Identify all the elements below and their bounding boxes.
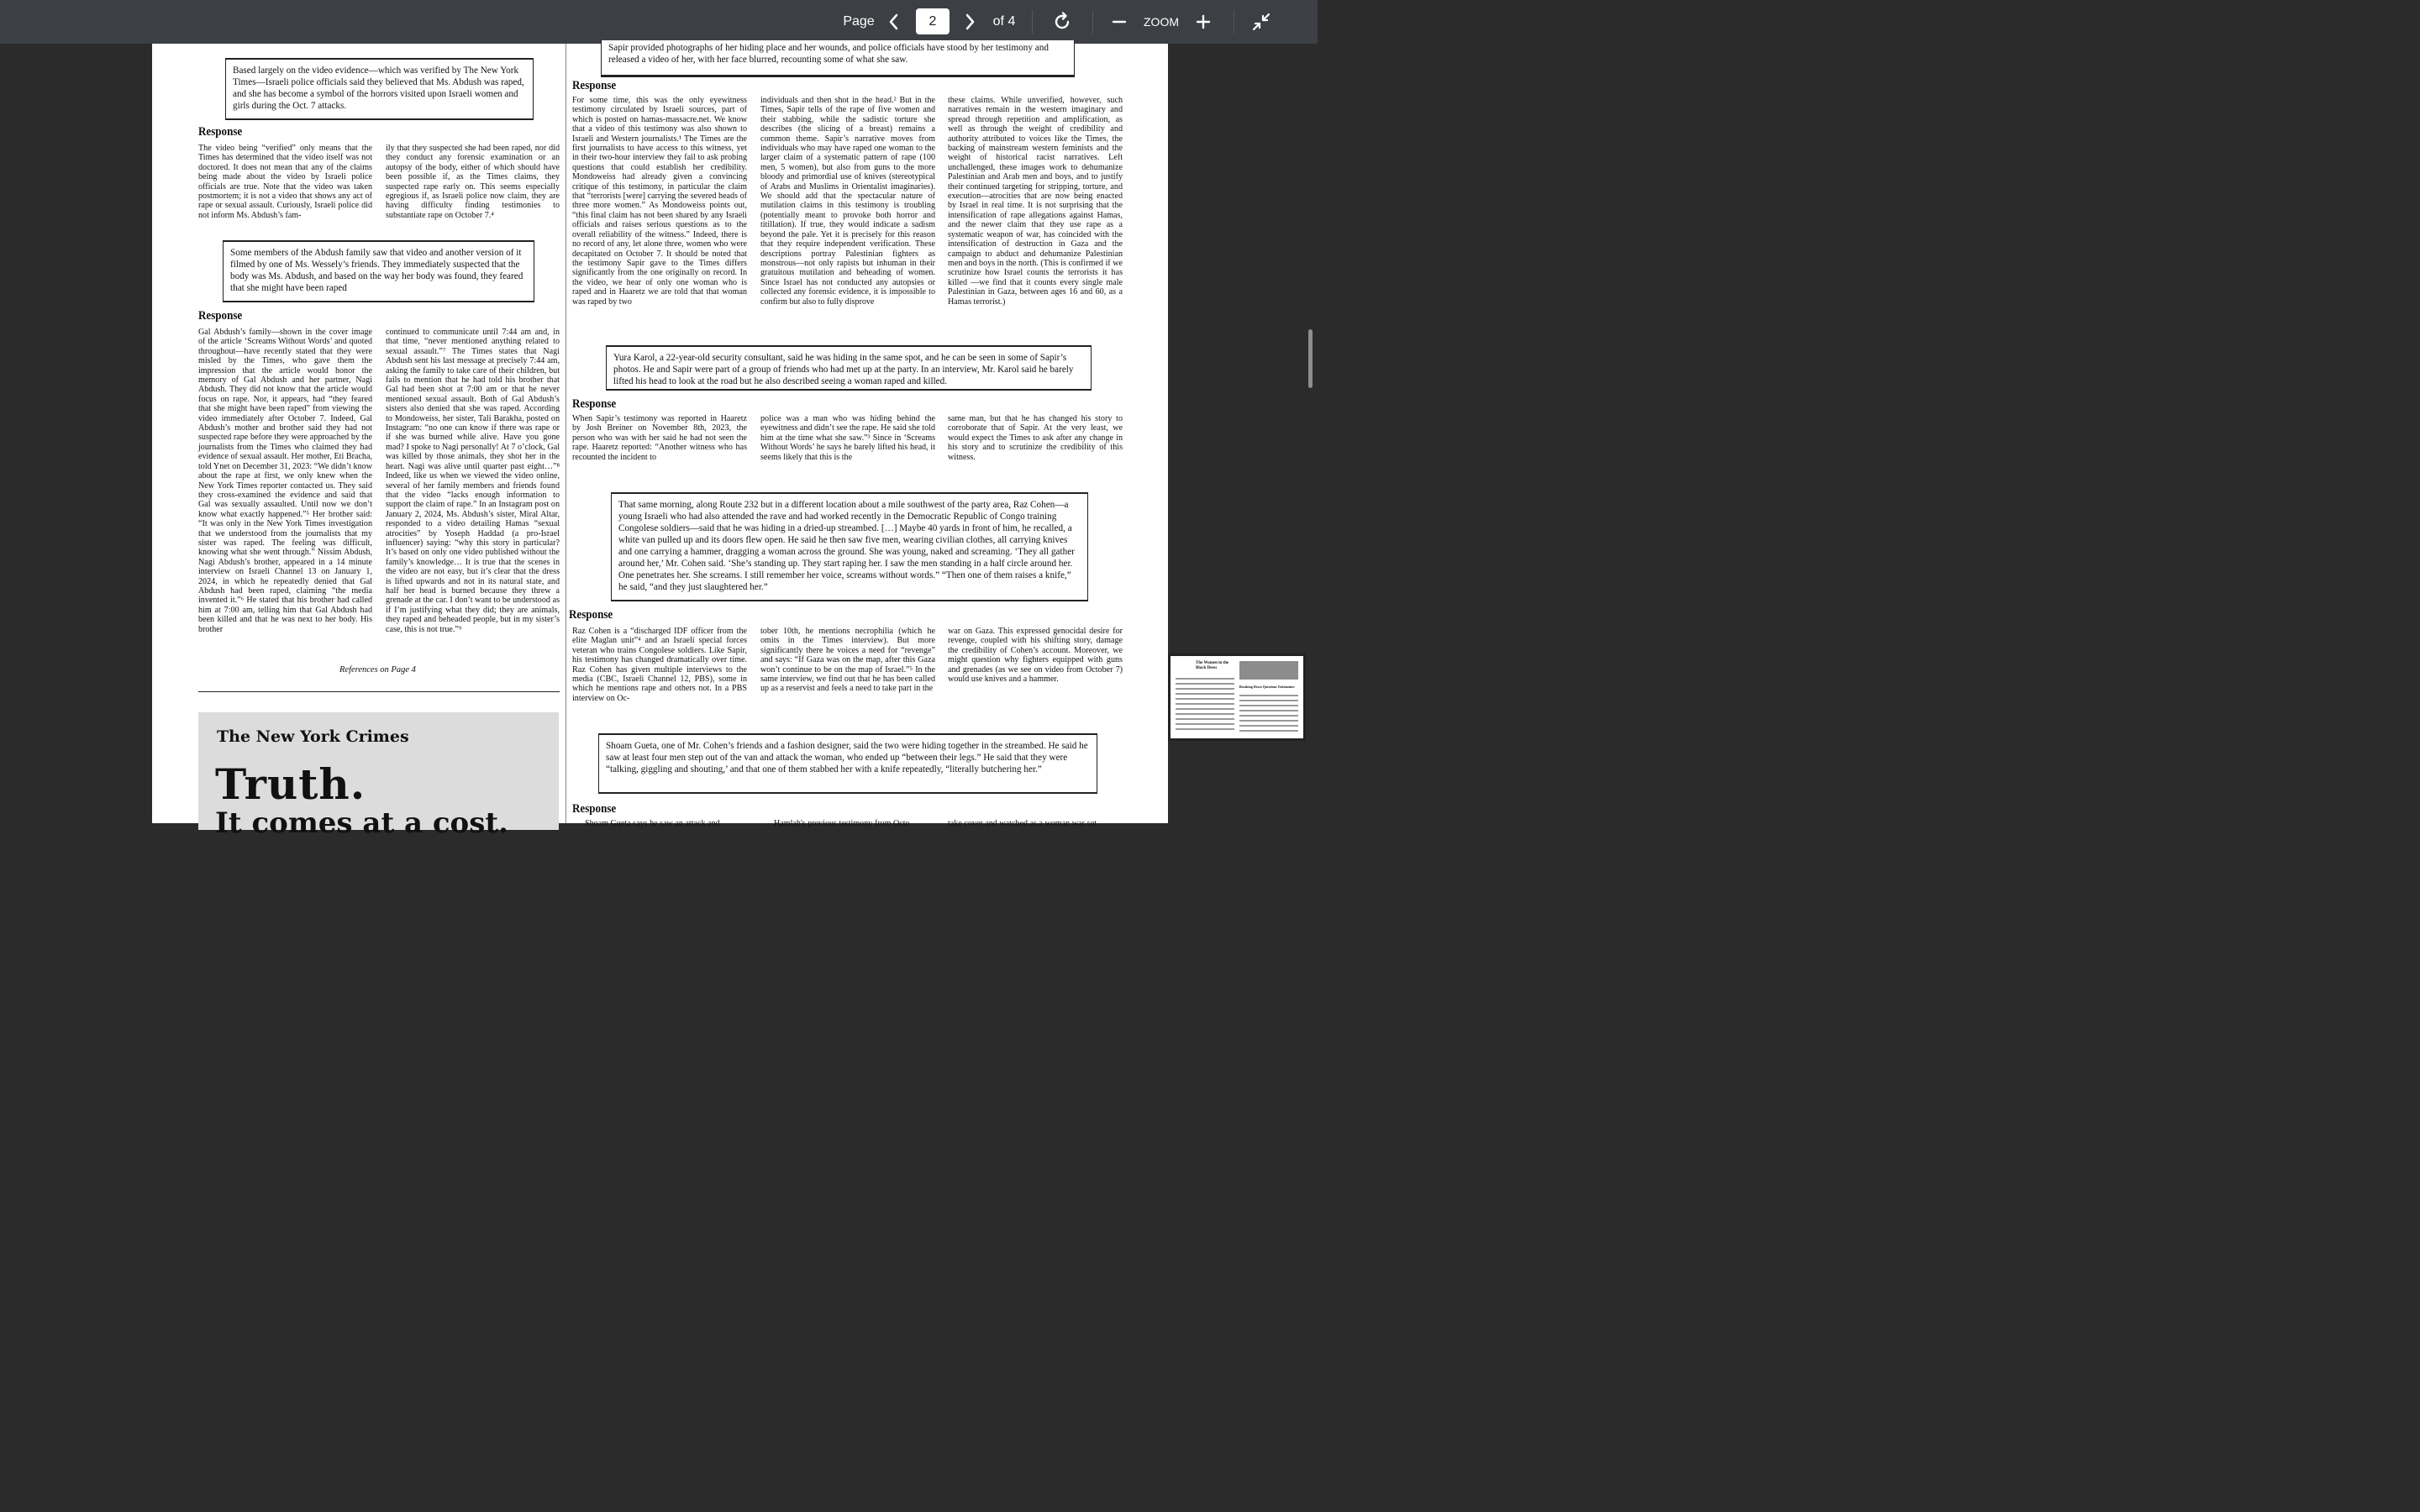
ad-banner: [198, 712, 559, 840]
page-count: of 4: [992, 14, 1016, 29]
ad-brand-name: The New York Crimes: [217, 727, 409, 746]
section-rule: [198, 691, 560, 692]
rotate-button[interactable]: [1049, 0, 1076, 44]
thumbnail-text-line: [1176, 703, 1234, 705]
page-thumbnail[interactable]: [1168, 654, 1306, 741]
zoom-in-button[interactable]: [1192, 0, 1215, 44]
thumbnail-text-line: [1239, 715, 1298, 717]
response-text-column: ily that they suspected she had been raped, nor did they conduct any forensic examination or an autopsy of the body, either of which should have been possible if, as the Times claims, they suspected rape early on. This seems especially egregious if, as Israeli police now claim, they are having difficulty finding testimonies to substantiate rape on October 7.⁴: [386, 144, 560, 220]
page-number-input[interactable]: 2: [916, 8, 950, 34]
vertical-scrollbar[interactable]: [1304, 44, 1318, 823]
next-page-button[interactable]: [958, 0, 981, 44]
zoom-out-icon: [1112, 14, 1127, 29]
thumbnail-text-line: [1239, 710, 1298, 711]
thumbnail-text-line: [1176, 698, 1234, 700]
thumbnail-text-line: [1239, 705, 1298, 706]
response-text-column: When Sapir’s testimony was reported in Haaretz by Josh Breiner on November 8th, 2023, the person who was with her said he had not seen the rape. Haaretz reported: “Another witness who has recounted the incident to: [572, 414, 747, 462]
thumbnail-title: The Women in the Black Dress: [1196, 661, 1229, 670]
response-text-column: same man, but that he has changed his story to corroborate that of Sapir. At the very least, we would expect the Times to ask after any change in his story and to scrutinize the credibility of this witness.: [948, 414, 1123, 462]
toolbar-separator: [1032, 10, 1033, 34]
pdf-toolbar: [0, 0, 1318, 44]
response-heading: Response: [572, 397, 617, 411]
response-text-column: these claims. While unverified, however, such narratives remain in the western imaginary and spread through repetition and amplification, as well as through the weight of credibility and authority attributed to voices like the Times, the backing of mainstream western feminists and the weight of historical racist narratives. Left unchallenged, these images work to dehumanize Palestinian and Arab men and boys, and to justify their continued targeting for stripping, torture, and execution—atrocities that are now being enacted by Israel in real time. It is not surprising that the intensification of rape allegations against Hamas, and the newer claim that they use rape as a systematic weapon of war, has coincided with the intensification of destruction in Gaza and the campaign to abduct and dehumanize Palestinian men and boys in the north. (This is confirmed if we scrutinize how Israel counts the terrorists it has killed —we find that it counts every single male Palestinian in Gaza, between ages 16 and 60, as a Hamas terrorist.): [948, 96, 1123, 307]
thumbnail-text-line: [1176, 728, 1234, 730]
thumbnail-text-line: [1239, 700, 1298, 701]
response-text-column: For some time, this was the only eyewitness testimony circulated by Israeli sources, part of which is posted on hamas-massacre.net. We know that a video of this testimony was also shown to Israeli and Western journalists.¹ The Times are the first journalists to have access to this witness, yet in their two-hour interview they fail to ask probing questions that could establish her credibility. Mondoweiss had already given a convincing critique of this testimony, in particular the claim that “terrorists [were] carrying the severed heads of three more women.” As Mondoweiss points out, “this final claim has not been shared by any Israeli officials and raises serious questions as to the overall reliability of the witness.” Indeed, there is no record of any, let alone three, women who were decapitated on October 7. It should be noted that the testimony Sapir gave to the Times differs significantly from the one originally on record. In the video, we hear of only one woman who is raped and in Haaretz we are told that that woman was raped by two: [572, 96, 747, 307]
ad-headline: Truth.: [215, 759, 366, 809]
references-note: References on Page 4: [339, 665, 416, 675]
nyt-quote-2: Some members of the Abdush family saw that video and another version of it filmed by one of Ms. Wessely’s friends. They immediately suspected that the body was Ms. Abdush, and based on the way her body was found, they feared that she might have been raped: [223, 241, 534, 302]
zoom-out-button[interactable]: [1107, 0, 1131, 44]
exit-fullscreen-button[interactable]: [1249, 0, 1274, 44]
response-heading: Response: [572, 79, 617, 92]
ad-subline: It comes at a cost.: [215, 806, 508, 840]
thumbnail-text-line: [1176, 708, 1234, 710]
nyt-quote-cohen: That same morning, along Route 232 but in a different location about a mile southwest of the party area, Raz Cohen—a young Israeli who had also attended the rave and had worked recently in the Democratic Republic of Congo training Congolese soldiers—said that he was hiding in a dried-up streambed. […] Maybe 40 yards in front of him, he recalled, a white van pulled up and its doors flew open. He said he then saw five men, wearing civilian clothes, all carrying knives and one carrying a hammer, dragging a woman across the ground. She was young, naked and screaming. ‘They all gather around her,’ Mr. Cohen said. ‘She’s standing up. They start raping her. I saw the men standing in a half circle around her. One penetrates her. She screams. I still remember her voice, screams without words.” “Then one of them raises a knife,” he said, “and they just slaughtered her.”: [611, 493, 1088, 601]
response-text-column: individuals and then shot in the head.² But in the Times, Sapir tells of the rape of five women and their stabbing, while the sadistic torture she describes (the slicing of a breast) remains a common theme. Sapir’s narrative moves from individuals who may have raped one woman to the larger claim of a systematic pattern of rape (100 men, 5 women), but also from guns to the more bloody and primordial use of knives (stereotypical of Arabs and Muslims in Orientalist imaginaries). We should add that the spectacular nature of mutilation claims in this testimony is troubling (potentially meant to provoke both horror and titillation). If true, they would indicate a sadism beyond the pale. Yet it is precisely for this reason that they require independent verification. These descriptions portray Palestinian fighters as monstrous—not only rapists but inhuman in their gratuitous mutilation and beheading of women. Since Israel has not conducted any autopsies or collected any forensic evidence, it is impossible to confirm but also to fully disprove: [760, 96, 935, 307]
document-page: [152, 43, 1168, 840]
response-text-column: tober 10th, he mentions necrophilia (which he omits in the Times interview). But more significantly there he voices a need for “revenge” and says: “If Gaza was on the map, after this Gaza won’t continue to be on the map of Israel.”⁵ In the same interview, we find out that he has been called up as a reservist and feels a need to take part in the: [760, 627, 935, 694]
thumbnail-text-line: [1176, 723, 1234, 725]
response-text-column: continued to communicate until 7:44 am and, in that time, “never mentioned anything related to sexual assault.”⁷ The Times states that Nagi Abdush sent his last message at precisely 7:44 am, asking the family to take care of their children, but fails to mention that he had told his brother that Gal had been shot at 7:00 am or that he never mentioned sexual assault. Both of Gal Abdush’s sisters also denied that she was raped. According to Mondoweiss, her sister, Tali Barakha, posted on Instagram: “no one can know if there was rape or if she was burned while alive. Have you gone mad? I spoke to Nagi personally! At 7 o’clock, Gal was killed by those animals, they shot her in the heart. Nagi was alive until quarter past eight…”⁸ Indeed, like us when we viewed the video online, several of her family members and friends found that the video “lacks enough information to support the claim of rape.” In an Instagram post on January 2, 2024, Ms. Abdush’s sister, Miral Altar, responded to a video detailing Hamas “sexual atrocities” by Yoseph Haddad (a pro-Israel influencer) saying: “why this story in particular? It’s based on only one video published without the family’s knowledge… It is true that the scenes in the video are not easy, but it’s clear that the dress is lifted upwards and not in its natural state, and half her head is burned because they threw a grenade at the car. I don’t want to be understood as if I’m justifying what they did; they are animals, they raped and beheaded people, but in my sister’s case, this is not true.”⁹: [386, 328, 560, 634]
response-heading: Response: [198, 309, 243, 323]
response-text-column: The video being “verified” only means that the Times has determined that the video itself was not doctored. It does not mean that any of the claims being made about the video by Israeli police officials are true. Note that the video was taken postmortem; it is not a video that shows any act of rape or sexual assault. Curiously, Israeli police did not inform Ms. Abdush’s fam-: [198, 144, 372, 220]
rotate-icon: [1052, 12, 1072, 32]
chevron-left-icon: [888, 13, 900, 30]
response-text-column: take cover and watched as a woman was set: [948, 819, 1097, 828]
previous-page-button[interactable]: [882, 0, 906, 44]
thumbnail-text-line: [1176, 683, 1234, 685]
toolbar-separator: [1092, 10, 1093, 34]
response-text-column: Raz Cohen is a “discharged IDF officer from the elite Maglan unit”⁴ and an Israeli special forces veteran who trains Congolese soldiers. Like Sapir, his testimony has changed dramatically over time. Raz Cohen has given multiple interviews to the media (CBC, Israeli Channel 12, PBS), some in which he mentions rape and others not. In a PBS interview on Oc-: [572, 627, 747, 703]
thumbnail-headline: Breaking Down Questions Testimonies: [1239, 685, 1295, 689]
response-text-column: Shoam Gueta says he saw an attack and: [585, 819, 720, 828]
response-heading: Response: [572, 802, 617, 816]
thumbnail-text-line: [1239, 695, 1298, 696]
nyt-quote-karol: Yura Karol, a 22-year-old security consultant, said he was hiding in the same spot, and he can be seen in some of Sapir’s photos. He and Sapir were part of a group of friends who had met up at the party. In an interview, Mr. Karol said he barely lifted his head to look at the road but he also described seeing a woman raped and killed.: [606, 346, 1092, 390]
page-label: Page: [843, 14, 875, 29]
thumbnail-text-line: [1239, 730, 1298, 732]
exit-fullscreen-icon: [1252, 13, 1270, 31]
response-text-column: Gal Abdush’s family—shown in the cover image of the article ‘Screams Without Words’ and quoted throughout—have recently stated that they were misled by the Times, who gave them the impression that the article would honor the memory of Gal Abdush and her partner, Nagi Abdush. They did not know that the article would focus on rape. Nor, it appears, had “they feared that she might have been raped” from viewing the video immediately after October 7. Indeed, Gal Abdush’s mother and brother said they had not suspected rape before they were approached by the journalists from the Times who claimed they had evidence of sexual assault. Her mother, Eti Bracha, told Ynet on December 31, 2023: “We didn’t know about the rape at first, we only knew when the New York Times reporter contacted us. They said they cross-examined the evidence and said that Gal was sexually assaulted. Until now we don’t know what exactly happened.”⁵ Her brother said: “It was only in the New York Times investigation that we understood from the journalists that my sister was raped. The feeling was difficult, knowing what she went through.” Nissim Abdush, Nagi Abdush’s brother, appeared in a 14 minute interview on Israeli Channel 13 on January 1, 2024, in which he repeatedly denied that Gal Abdush had been raped, claiming “the media invented it.”⁶ He stated that his brother had called him at 7:00 am, telling him that Gal Abdush had been killed and that he was next to her body. His brother: [198, 328, 372, 634]
thumbnail-text-line: [1176, 678, 1234, 680]
nyt-quote-1: Based largely on the video evidence—which was verified by The New York Times—Israeli police officials said they believed that Ms. Abdush was raped, and she has become a symbol of the horrors visited upon Israeli women and girls during the Oct. 7 attacks.: [225, 59, 534, 119]
response-text-column: police was a man who was hiding behind the eyewitness and didn’t see the rape. He said she told him at the time what she saw.”³ Since in ‘Screams Without Words’ he says he barely lifted his head, it seems likely that this is the: [760, 414, 935, 462]
response-heading: Response: [569, 608, 613, 622]
response-text-column: war on Gaza. This expressed genocidal desire for revenge, coupled with his shifting story, damage the credibility of Cohen’s account. Moreover, we might question why fighters equipped with guns and grenades (as we see on video from October 7) would use knives and a hammer.: [948, 627, 1123, 685]
chevron-right-icon: [964, 13, 976, 30]
thumbnail-text-line: [1176, 693, 1234, 695]
thumbnail-text-line: [1176, 688, 1234, 690]
response-text-column: Hamlah's previous testimony from Octo: [774, 819, 910, 828]
thumbnail-masthead: [1239, 661, 1298, 680]
zoom-in-icon: [1196, 14, 1211, 29]
scrollbar-thumb[interactable]: [1308, 329, 1313, 388]
response-heading: Response: [198, 125, 243, 139]
thumbnail-text-line: [1239, 720, 1298, 722]
nyt-quote-gueta: Shoam Gueta, one of Mr. Cohen’s friends and a fashion designer, said the two were hiding together in the streambed. He said he saw at least four men step out of the van and attack the woman, who ended up “between their legs.” He said that they were “talking, giggling and shouting,’ and that one of them stabbed her with a knife repeatedly, “literally butchering her.”: [598, 734, 1097, 793]
thumbnail-text-line: [1176, 718, 1234, 720]
zoom-label: ZOOM: [1144, 15, 1179, 29]
thumbnail-text-line: [1239, 725, 1298, 727]
thumbnail-text-line: [1176, 713, 1234, 715]
nyt-quote-0: Sapir provided photographs of her hiding place and her wounds, and police officials have stood by her testimony and released a video of her, with her face blurred, recounting some of what she saw.: [601, 40, 1075, 76]
